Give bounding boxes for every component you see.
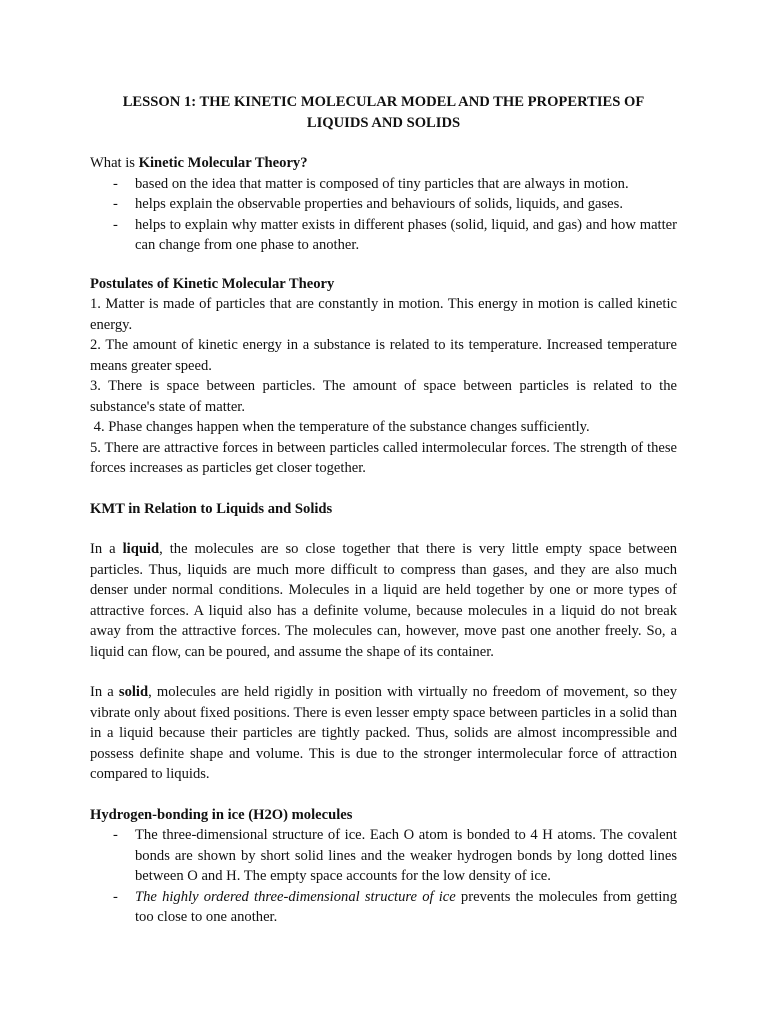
kmt-question-bold: Kinetic Molecular Theory? [138,155,308,171]
bullet-dash: - [113,196,118,212]
kmt-bullet [90,215,677,256]
lesson-title [90,92,677,134]
postulate-item: 4. Phase changes happen when the temperature of the substance changes sufficiently. [90,419,590,435]
postulate-item: 2. The amount of kinetic energy in a substance is related to its temperature. Increased temperature means greater speed. [90,337,677,374]
relation-heading: KMT in Relation to Liquids and Solids [90,500,333,517]
bullet-dash: - [113,827,118,843]
ice-bullet-rest: prevents the molecules from getting too close to one another. [135,888,677,925]
postulates-heading: Postulates of Kinetic Molecular Theory [90,275,335,292]
ice-bullet-list [90,825,677,928]
solid-paragraph [90,682,677,785]
document-content [90,92,677,928]
kmt-bullet-list [90,174,677,256]
solid-rest: , molecules are held rigidly in position with virtually no freedom of movement, so they vibrate only about fixed positions. There is even lesser empty space between particles in a solid than in a liquid because their particles are tightly packed. Thus, solids are almost incompressible and possess definite shape and volume. This is due to the stronger intermolecular force of attraction compared to liquids. [90,684,677,782]
solid-prefix: In a [90,684,119,700]
ice-heading: Hydrogen-bonding in ice (H2O) molecules [90,806,353,823]
bullet-dash: - [113,216,118,233]
liquid-rest: , the molecules are so close together that there is very little empty space between particles. Thus, liquids are much more difficult to compress than gases, and they are also much denser under normal conditions. Molecules in a liquid are held together by one or more types of attractive forces. A liquid also has a definite volume, because molecules in a liquid do not break away from the attractive forces. The molecules can, however, move past one another freely. So, a liquid can flow, can be poured, and assume the shape of its container. [90,541,677,660]
liquid-paragraph [90,539,677,662]
ice-bullet [90,825,677,887]
title-line-2: LIQUIDS AND SOLIDS [306,115,461,131]
title-line-1: LESSON 1: THE KINETIC MOLECULAR MODEL AND THE PROPERTIES OF [122,94,645,110]
kmt-bullet-text: helps explain the observable properties and behaviours of solids, liquids, and gases. [135,196,623,212]
kmt-bullet-text: based on the idea that matter is composed of tiny particles that are always in motion. [135,175,629,192]
postulate-item: 3. There is space between particles. The amount of space between particles is related to the substance's state of matter. [90,378,677,415]
ice-bullet-italic: The highly ordered three-dimensional structure of ice [135,888,456,905]
kmt-bullet [90,174,677,195]
solid-bold: solid [118,684,149,700]
liquid-bold: liquid [122,541,160,557]
bullet-dash: - [113,888,118,905]
postulate-item: 5. There are attractive forces in between particles called intermolecular forces. The strength of these forces increases as particles get closer together. [90,439,677,476]
kmt-question-prefix: What is [90,155,139,171]
kmt-bullet-text: helps to explain why matter exists in different phases (solid, liquid, and gas) and how matter can change from one phase to another. [135,216,677,253]
bullet-dash: - [113,175,118,192]
ice-bullet [90,887,677,928]
ice-bullet-text: The three-dimensional structure of ice. Each O atom is bonded to 4 H atoms. The covalent bonds are shown by short solid lines and the weaker hydrogen bonds by long dotted lines between O and H. The empty space accounts for the low density of ice. [135,827,677,884]
postulate-item: 1. Matter is made of particles that are constantly in motion. This energy in motion is called kinetic energy. [90,296,677,333]
liquid-prefix: In a [90,541,123,557]
kmt-bullet [90,194,677,215]
kmt-question [90,153,677,174]
